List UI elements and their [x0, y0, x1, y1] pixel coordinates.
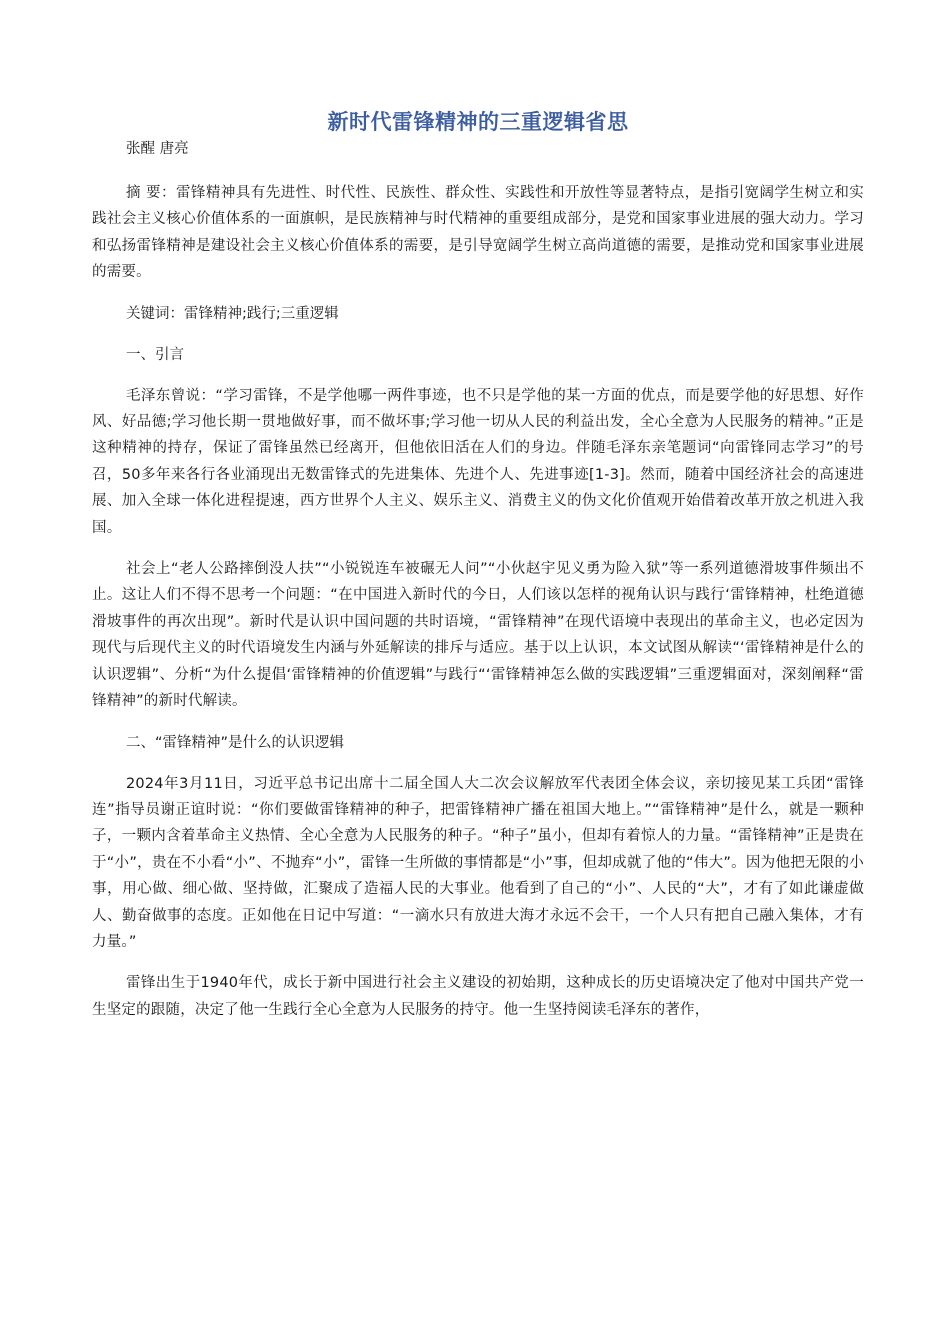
keywords-line: 关键词：雷锋精神;践行;三重逻辑	[126, 305, 339, 322]
section-heading-cognitive-logic: 二、“雷锋精神”是什么的认识逻辑	[126, 734, 345, 751]
body-paragraph: 2024年3月11日，习近平总书记出席十二届全国人大二次会议解放军代表团全体会议，亲切接见某工兵团“雷锋连”指导员谢正谊时说：“你们要做雷锋精神的种子，把雷锋精神广播在祖国大地上。”“雷锋精神”是什么，就是一颗种子，一颗内含着革命主义热情、全心全意为人民服务的种子。“种子”虽小，但却有着惊人的力量。“雷锋精神”正是贵在于“小”，贵在不小看“小”、不抛弃“小”，雷锋一生所做的事情都是“小”事，但却成就了他的“伟大”。因为他把无限的小事，用心做、细心做、坚持做，汇聚成了造福人民的大事业。他看到了自己的“小”、人民的“大”，才有了如此谦虚做人、勤奋做事的态度。正如他在日记中写道：“一滴水只有放进大海才永远不会干，一个人只有把自己融入集体，才有力量。”	[92, 775, 864, 950]
body-paragraph: 雷锋出生于1940年代，成长于新中国进行社会主义建设的初始期，这种成长的历史语境决定了他对中国共产党一生坚定的跟随，决定了他一生践行全心全意为人民服务的持守。他一生坚持阅读毛泽东的著作，	[92, 975, 864, 1018]
body-paragraph: 社会上“老人公路摔倒没人扶”“小锐锐连车被碾无人问”“小伙赵宇见义勇为险入狱”等一系列道德滑坡事件频出不止。这让人们不得不思考一个问题：“在中国进入新时代的今日，人们该以怎样的视角认识与践行‘雷锋精神，杜绝道德滑坡事件的再次出现”。新时代是认识中国问题的共时语境，“雷锋精神”在现代语境中表现出的革命主义，也必定因为现代与后现代主义的时代语境发生内涵与外延解读的排斥与适应。基于以上认识，本文试图从解读“‘雷锋精神是什么的认识逻辑”、分析“为什么提倡‘雷锋精神的价值逻辑”与践行“‘雷锋精神怎么做的实践逻辑”三重逻辑面对，深刻阐释“雷锋精神”的新时代解读。	[92, 561, 864, 710]
document-authors: 张醒 唐亮	[126, 141, 189, 157]
document-title: 新时代雷锋精神的三重逻辑省思	[327, 110, 629, 134]
section-heading-introduction: 一、引言	[126, 346, 184, 363]
spacer	[92, 541, 864, 556]
abstract-paragraph: 摘 要：雷锋精神具有先进性、时代性、民族性、群众性、实践性和开放性等显著特点，是指引宽阔学生树立和实践社会主义核心价值体系的一面旗帜，是民族精神与时代精神的重要组成部分，是党和国家事业进展的强大动力。学习和弘扬雷锋精神是建设社会主义核心价值体系的需要，是引导宽阔学生树立高尚道德的需要，是推动党和国家事业进展的需要。	[92, 185, 864, 281]
spacer	[92, 715, 864, 730]
spacer	[92, 327, 864, 342]
spacer	[92, 368, 864, 383]
document-page	[0, 107, 950, 1337]
body-paragraph: 毛泽东曾说：“学习雷锋，不是学他哪一两件事迹，也不只是学他的某一方面的优点，而是要学他的好思想、好作风、好品德;学习他长期一贯地做好事，而不做坏事;学习他一切从人民的利益出发，全心全意为人民服务的精神。”正是这种精神的持存，保证了雷锋虽然已经离开，但他依旧活在人们的身边。伴随毛泽东亲笔题词“向雷锋同志学习”的号召，50多年来各行各业涌现出无数雷锋式的先进集体、先进个人、先进事迹[1-3]。然而，随着中国经济社会的高速进展、加入全球一体化进程提速，西方世界个人主义、娱乐主义、消费主义的伪文化价值观开始借着改革开放之机进入我国。	[92, 387, 864, 536]
spacer	[92, 161, 864, 180]
spacer	[92, 955, 864, 970]
spacer	[92, 286, 864, 301]
spacer	[92, 756, 864, 771]
